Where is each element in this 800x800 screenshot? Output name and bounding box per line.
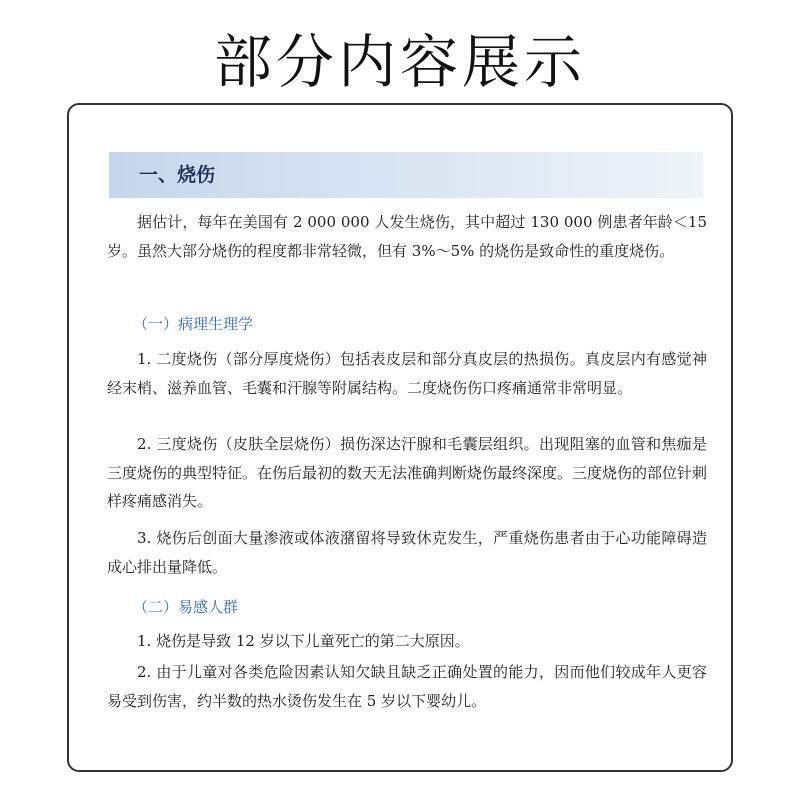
pathophysiology-paragraph-3: 3. 烧伤后创面大量渗液或体液潴留将导致休克发生，严重烧伤患者由于心功能障碍造成心排出量降低。 [107,529,707,576]
pathophysiology-paragraph-2: 2. 三度烧伤（皮肤全层烧伤）损伤深达汗腺和毛囊层组织。出现阻塞的血管和焦痂是三度烧伤的典型特征。在伤后最初的数天无法准确判断烧伤最终深度。三度烧伤的部位针刺样疼痛感消失。 [107,435,708,510]
content-frame [67,103,733,772]
subsection-heading-susceptible: （二）易感人群 [133,598,239,616]
page-title: 部分内容展示 [213,28,586,96]
pathophysiology-paragraph-1: 1. 二度烧伤（部分厚度烧伤）包括表皮层和部分真皮层的热损伤。真皮层内有感觉神经末梢、滋养血管、毛囊和汗腺等附属结构。二度烧伤伤口疼痛通常非常明显。 [107,350,707,397]
subsection-heading-pathophysiology: （一）病理生理学 [133,315,254,333]
intro-paragraph: 据估计，每年在美国有 2 000 000 人发生烧伤，其中超过 130 000 例患者年龄＜15 岁。虽然大部分烧伤的程度都非常轻微，但有 3%～5% 的烧伤是致命性的重度烧伤。 [107,213,707,260]
section-heading: 一、烧伤 [139,164,216,186]
susceptible-paragraph-1: 1. 烧伤是导致 12 岁以下儿童死亡的第二大原因。 [137,632,470,650]
susceptible-paragraph-2: 2. 由于儿童对各类危险因素认知欠缺且缺乏正确处置的能力，因而他们较成年人更容易受到伤害，约半数的热水烫伤发生在 5 岁以下婴幼儿。 [107,663,707,710]
